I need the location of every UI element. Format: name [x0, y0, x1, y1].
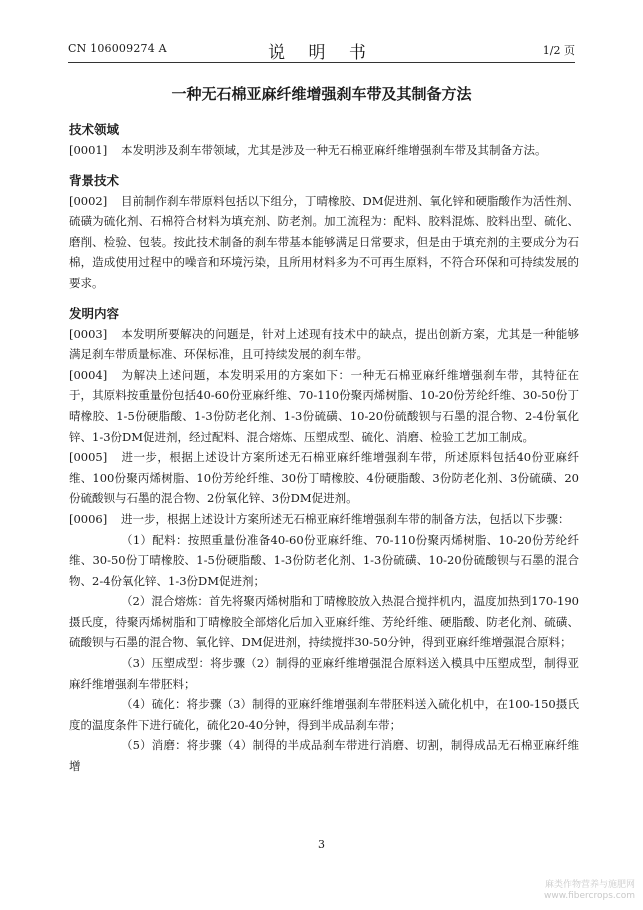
step-1: （1）配料：按照重量份准备40-60份亚麻纤维、70-110份聚丙烯树脂、10-20份芳纶纤维、30-50份丁晴橡胶、1-5份硬脂酸、1-3份防老化剂、1-3份硫磺、10-20份硫酸钡与石墨的混合物、2-4份氧化锌、1-3份DM促进剂； [69, 532, 579, 588]
step-2: （2）混合熔炼：首先将聚丙烯树脂和丁晴橡胶放入热混合搅拌机内，温度加热到170-190摄氏度，待聚丙烯树脂和丁晴橡胶全部熔化后加入亚麻纤维、芳纶纤维、硬脂酸、防老化剂、硫磺、硫酸钡与石墨的混合物、氧化锌、DM促进剂，持续搅拌30-50分钟，得到亚麻纤维增强混合原料； [69, 594, 579, 650]
header-divider [68, 62, 575, 63]
section-heading-technical-field: 技术领域 [69, 122, 120, 137]
step-4: （4）硫化：将步骤（3）制得的亚麻纤维增强刹车带胚料送入硫化机中，在100-150摄氏度的温度条件下进行硫化，硫化20-40分钟，得到半成品刹车带； [69, 697, 579, 732]
paragraph-number: [0006] [69, 511, 108, 526]
paragraph-0001 [69, 140, 579, 161]
paragraph-number: [0004] [69, 367, 108, 382]
paragraph-0006 [69, 509, 579, 530]
step-3: （3）压塑成型：将步骤（2）制得的亚麻纤维增强混合原料送入模具中压塑成型，制得亚麻纤维增强刹车带胚料； [69, 656, 579, 691]
page-number: 3 [318, 838, 325, 851]
paragraph-number: [0002] [69, 193, 108, 208]
document-title: 一种无石棉亚麻纤维增强刹车带及其制备方法 [171, 85, 472, 103]
document-body [69, 120, 579, 777]
paragraph-0004 [69, 365, 579, 447]
watermark [544, 880, 635, 902]
paragraph-text: 目前制作刹车带原料包括以下组分，丁晴橡胶、DM促进剂、氧化锌和硬脂酸作为活性剂、硫磺为硫化剂、石棉符合材料为填充剂、防老剂。加工流程为：配料、胶料混炼、胶料出型、硫化、磨削、检验、包装。按此技术制备的刹车带基本能够满足日常要求，但是由于填充剂的主要成分为石棉，造成使用过程中的噪音和环境污染，且所用材料多为不可再生原料，不符合环保和可持续发展的要求。 [69, 193, 579, 290]
paragraph-0003 [69, 324, 579, 365]
section-heading-background: 背景技术 [69, 172, 120, 188]
section-heading-summary: 发明内容 [69, 305, 120, 321]
publication-number: CN 106009274 A [68, 42, 167, 55]
page-indicator: 1/2 页 [542, 44, 575, 57]
step-5: （5）消磨：将步骤（4）制得的半成品刹车带进行消磨、切割，制得成品无石棉亚麻纤维增 [69, 738, 579, 774]
document-type: 说 明 书 [268, 43, 375, 63]
page-header [68, 38, 575, 63]
paragraph-text: 进一步，根据上述设计方案所述无石棉亚麻纤维增强刹车带，所述原料包括40份亚麻纤维、100份聚丙烯树脂、10份芳纶纤维、30份丁晴橡胶、4份硬脂酸、3份防老化剂、3份硫磺、20份硫酸钡与石墨的混合物、2份氧化锌、3份DM促进剂。 [69, 450, 579, 506]
paragraph-0002 [69, 191, 579, 294]
paragraph-number: [0003] [69, 326, 108, 341]
paragraph-0005 [69, 447, 579, 509]
paragraph-number: [0005] [69, 450, 108, 465]
watermark-url: www.fibercrops.com [544, 891, 635, 901]
paragraph-text: 本发明所要解决的问题是，针对上述现有技术中的缺点，提出创新方案，尤其是一种能够满足刹车带质量标准、环保标准，且可持续发展的刹车带。 [69, 326, 579, 362]
paragraph-number: [0001] [69, 143, 108, 157]
paragraph-text: 进一步，根据上述设计方案所述无石棉亚麻纤维增强刹车带的制备方法，包括以下步骤： [121, 511, 570, 526]
watermark-site-name: 麻类作物营养与施肥网 [544, 880, 635, 890]
paragraph-text: 为解决上述问题，本发明采用的方案如下：一种无石棉亚麻纤维增强刹车带，其特征在于，其原料按重量份包括40-60份亚麻纤维、70-110份聚丙烯树脂、10-20份芳纶纤维、30-50份丁晴橡胶、1-5份硬脂酸、1-3份防老化剂、1-3份硫磺、10-20份硫酸钡与石墨的混合物、2-4份氧化锌、1-3份DM促进剂，经过配料、混合熔炼、压塑成型、硫化、消磨、检验工艺加工制成。 [69, 367, 579, 444]
paragraph-text: 本发明涉及刹车带领域，尤其是涉及一种无石棉亚麻纤维增强刹车带及其制备方法。 [121, 143, 547, 157]
